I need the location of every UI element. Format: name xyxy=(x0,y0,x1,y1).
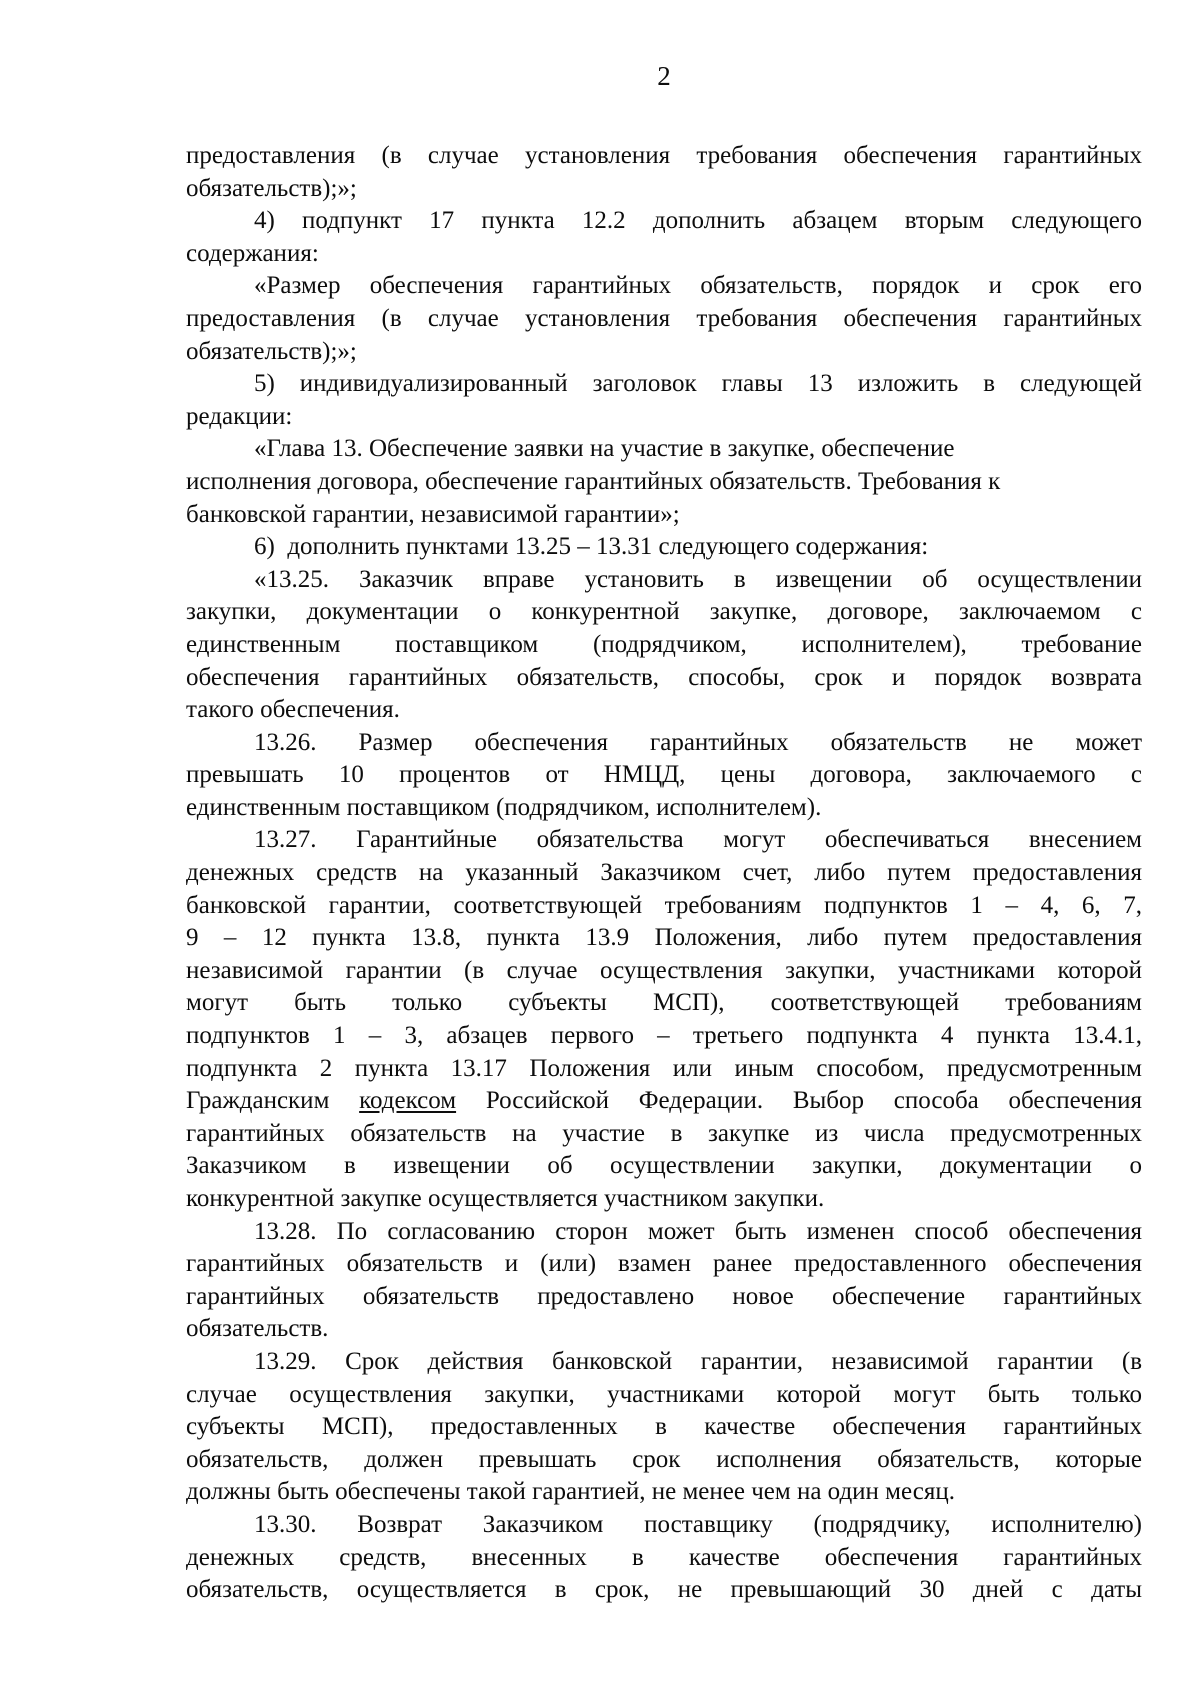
text-segment: 13.26. Размер обеспечения гарантийных обязательств не может xyxy=(254,728,1142,756)
text-segment: 13.30. Возврат Заказчиком поставщику (подрядчику, исполнителю) xyxy=(254,1510,1142,1538)
text-line xyxy=(186,466,1142,499)
text-segment: должны быть обеспечены такой гарантией, не менее чем на один месяц. xyxy=(186,1478,955,1506)
text-segment: 6) дополнить пунктами 13.25 – 13.31 следующего содержания: xyxy=(254,533,929,561)
text-segment: денежных средств на указанный Заказчиком счет, либо путем предоставления xyxy=(186,859,1142,887)
text-line xyxy=(186,336,1142,369)
text-line xyxy=(186,1020,1142,1053)
text-segment: обеспечения гарантийных обязательств, способы, срок и порядок возврата xyxy=(186,663,1142,691)
text-line xyxy=(186,857,1142,890)
text-segment: единственным поставщиком (подрядчиком, исполнителем). xyxy=(186,793,822,821)
text-line xyxy=(186,1509,1142,1542)
text-segment: исполнения договора, обеспечение гарантийных обязательств. Требования к xyxy=(186,467,1001,495)
text-segment: предоставления (в случае установления требования обеспечения гарантийных xyxy=(186,304,1142,332)
text-line xyxy=(186,792,1142,825)
text-line xyxy=(186,1216,1142,1249)
text-segment: 4) подпункт 17 пункта 12.2 дополнить абзацем вторым следующего xyxy=(254,207,1142,235)
text-segment: закупки, документации о конкурентной закупке, договоре, заключаемом с xyxy=(186,598,1142,626)
text-line xyxy=(186,629,1142,662)
text-segment: случае осуществления закупки, участниками которой могут быть только xyxy=(186,1380,1142,1408)
text-line xyxy=(186,759,1142,792)
text-segment: денежных средств, внесенных в качестве обеспечения гарантийных xyxy=(186,1543,1142,1571)
text-line xyxy=(186,1085,1142,1118)
text-line xyxy=(186,238,1142,271)
page-number: 2 xyxy=(657,61,671,91)
text-segment: обязательств. xyxy=(186,1315,329,1343)
document-body xyxy=(186,140,1142,1607)
text-segment: 5) индивидуализированный заголовок главы 13 изложить в следующей xyxy=(254,370,1142,398)
text-line xyxy=(186,1183,1142,1216)
text-line xyxy=(186,564,1142,597)
text-line xyxy=(186,401,1142,434)
text-segment: единственным поставщиком (подрядчиком, исполнителем), требование xyxy=(186,630,1142,658)
underlined-term: кодексом xyxy=(359,1087,457,1115)
text-segment: Гражданским xyxy=(186,1087,360,1115)
text-segment: предоставления (в случае установления требования обеспечения гарантийных xyxy=(186,142,1142,169)
text-line xyxy=(186,662,1142,695)
text-line xyxy=(186,270,1142,303)
text-line xyxy=(186,824,1142,857)
text-line xyxy=(186,1248,1142,1281)
text-segment: конкурентной закупке осуществляется участником закупки. xyxy=(186,1185,825,1212)
text-segment: такого обеспечения. xyxy=(186,696,400,724)
text-segment: гарантийных обязательств и (или) взамен ранее предоставленного обеспечения xyxy=(186,1250,1142,1278)
text-line xyxy=(186,1411,1142,1444)
text-segment: «Глава 13. Обеспечение заявки на участие в закупке, обеспечение xyxy=(254,435,955,463)
text-line xyxy=(186,433,1142,466)
text-segment: редакции: xyxy=(186,402,293,430)
text-line xyxy=(186,205,1142,238)
text-line xyxy=(186,1444,1142,1477)
text-segment: подпункта 2 пункта 13.17 Положения или иным способом, предусмотренным xyxy=(186,1054,1142,1082)
text-segment: содержания: xyxy=(186,239,319,267)
text-line xyxy=(186,303,1142,336)
text-segment: обязательств, осуществляется в срок, не превышающий 30 дней с даты xyxy=(186,1576,1142,1604)
text-line xyxy=(186,1150,1142,1183)
text-segment: независимой гарантии (в случае осуществления закупки, участниками которой xyxy=(186,956,1142,984)
text-segment: «13.25. Заказчик вправе установить в извещении об осуществлении xyxy=(254,565,1142,593)
text-segment: 13.27. Гарантийные обязательства могут обеспечиваться внесением xyxy=(254,826,1142,854)
text-line xyxy=(186,1313,1142,1346)
text-segment: Заказчиком в извещении об осуществлении закупки, документации о xyxy=(186,1152,1142,1180)
text-line xyxy=(186,1542,1142,1575)
text-line xyxy=(186,368,1142,401)
text-segment: 9 – 12 пункта 13.8, пункта 13.9 Положения, либо путем предоставления xyxy=(186,924,1142,952)
text-segment: «Размер обеспечения гарантийных обязательств, порядок и срок его xyxy=(254,272,1142,300)
text-segment: Российской Федерации. Выбор способа обеспечения xyxy=(456,1087,1142,1115)
text-line xyxy=(186,922,1142,955)
text-line xyxy=(186,890,1142,923)
text-line xyxy=(186,596,1142,629)
text-line xyxy=(186,1053,1142,1086)
text-line xyxy=(186,1476,1142,1509)
text-segment: 13.29. Срок действия банковской гарантии, независимой гарантии (в xyxy=(254,1347,1142,1375)
text-line xyxy=(186,694,1142,727)
text-line xyxy=(186,1346,1142,1379)
text-segment: банковской гарантии, соответствующей требованиям подпунктов 1 – 4, 6, 7, xyxy=(186,891,1142,919)
text-line xyxy=(186,987,1142,1020)
text-segment: подпунктов 1 – 3, абзацев первого – третьего подпункта 4 пункта 13.4.1, xyxy=(186,1022,1142,1050)
text-segment: гарантийных обязательств предоставлено новое обеспечение гарантийных xyxy=(186,1282,1142,1310)
text-segment: гарантийных обязательств на участие в закупке из числа предусмотренных xyxy=(186,1119,1142,1147)
text-segment: превышать 10 процентов от НМЦД, цены договора, заключаемого с xyxy=(186,761,1142,789)
text-line xyxy=(186,1281,1142,1314)
text-line xyxy=(186,955,1142,988)
text-line xyxy=(186,1574,1142,1607)
text-segment: обязательств);»; xyxy=(186,174,357,202)
text-line xyxy=(186,499,1142,532)
text-segment: могут быть только субъекты МСП), соответствующей требованиям xyxy=(186,989,1142,1017)
text-line xyxy=(186,531,1142,564)
text-line xyxy=(186,727,1142,760)
text-segment: субъекты МСП), предоставленных в качестве обеспечения гарантийных xyxy=(186,1413,1142,1441)
text-segment: обязательств);»; xyxy=(186,337,357,365)
text-line xyxy=(186,1118,1142,1151)
text-segment: обязательств, должен превышать срок исполнения обязательств, которые xyxy=(186,1445,1142,1473)
text-segment: банковской гарантии, независимой гарантии»; xyxy=(186,500,680,528)
text-line xyxy=(186,1379,1142,1412)
text-line xyxy=(186,140,1142,173)
text-line xyxy=(186,173,1142,206)
text-segment: 13.28. По согласованию сторон может быть изменен способ обеспечения xyxy=(254,1217,1142,1245)
